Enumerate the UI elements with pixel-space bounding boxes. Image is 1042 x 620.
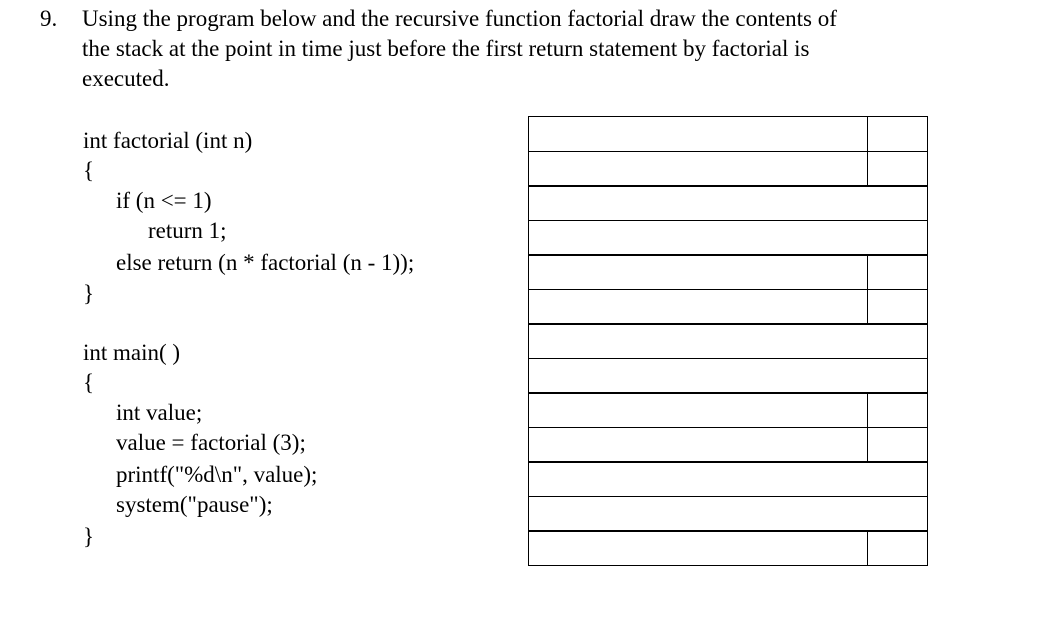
stack-cell-divider xyxy=(867,428,868,462)
stack-frame-row xyxy=(528,392,928,428)
stack-cell-divider xyxy=(867,393,868,427)
main-header: int main( ) xyxy=(83,340,181,365)
stack-diagram xyxy=(528,116,928,564)
factorial-header: int factorial (int n) xyxy=(83,128,253,153)
else-statement: else return (n * factorial (n - 1)); xyxy=(116,250,415,275)
system-statement: system("pause"); xyxy=(116,492,273,517)
factorial-close-brace: } xyxy=(83,281,95,306)
stack-frame-row xyxy=(528,496,928,532)
value-assignment: value = factorial (3); xyxy=(116,430,306,455)
question-text xyxy=(82,4,982,94)
question-line-1: Using the program below and the recursive function factorial draw the contents of xyxy=(82,6,837,31)
stack-frame-row xyxy=(528,116,928,152)
stack-frame-row xyxy=(528,427,928,463)
stack-cell-divider xyxy=(867,152,868,186)
stack-frame-row xyxy=(528,530,928,566)
stack-frame-row xyxy=(528,151,928,187)
stack-cell-divider xyxy=(867,531,868,565)
factorial-open-brace: { xyxy=(83,158,95,183)
stack-cell-divider xyxy=(867,117,868,151)
stack-frame-row xyxy=(528,461,928,497)
main-close-brace: } xyxy=(83,524,95,549)
question-number: 9. xyxy=(40,6,58,31)
stack-frame-row xyxy=(528,185,928,221)
return-statement: return 1; xyxy=(148,218,227,243)
stack-cell-divider xyxy=(867,255,868,289)
stack-cell-divider xyxy=(867,290,868,324)
stack-frame-row xyxy=(528,358,928,394)
printf-statement: printf("%d\n", value); xyxy=(116,462,318,487)
if-statement: if (n <= 1) xyxy=(116,188,212,213)
question-line-2: the stack at the point in time just before the first return statement by factorial is xyxy=(82,36,810,61)
main-open-brace: { xyxy=(83,370,95,395)
question-line-3: executed. xyxy=(82,66,170,91)
stack-frame-row xyxy=(528,323,928,359)
stack-frame-row xyxy=(528,254,928,290)
stack-frame-row xyxy=(528,289,928,325)
stack-frame-row xyxy=(528,220,928,256)
value-declaration: int value; xyxy=(116,400,203,425)
